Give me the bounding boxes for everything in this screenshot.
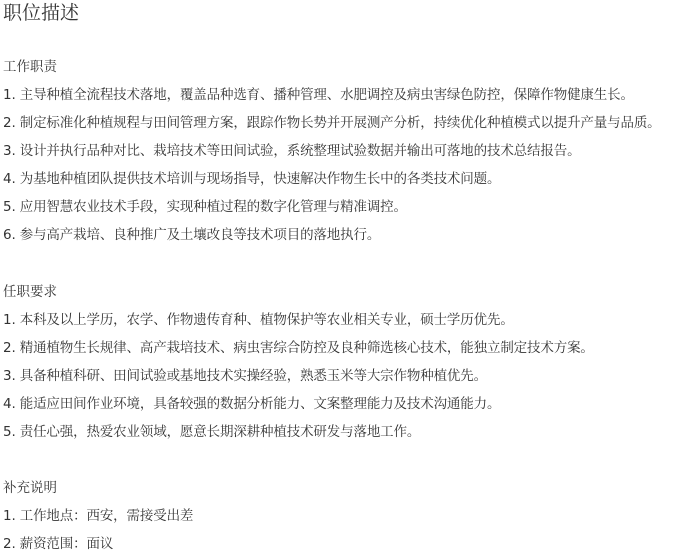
list-item: 3. 设计并执行品种对比、栽培技术等田间试验，系统整理试验数据并输出可落地的技术总结报告。: [3, 143, 581, 159]
section-requirements: [3, 278, 687, 446]
section-heading: 工作职责: [3, 59, 57, 75]
section-heading: 补充说明: [3, 480, 57, 496]
list-item: 6. 参与高产栽培、良种推广及土壤改良等技术项目的落地执行。: [3, 227, 381, 243]
list-item: 4. 为基地种植团队提供技术培训与现场指导，快速解决作物生长中的各类技术问题。: [3, 171, 501, 187]
list-item: 4. 能适应田间作业环境，具备较强的数据分析能力、文案整理能力及技术沟通能力。: [3, 396, 501, 412]
list-item: 2. 制定标准化种植规程与田间管理方案，跟踪作物长势并开展测产分析，持续优化种植模式以提升产量与品质。: [3, 115, 661, 131]
page-title: 职位描述: [3, 2, 80, 24]
list-item: 1. 工作地点：西安，需接受出差: [3, 508, 194, 524]
list-item: 1. 本科及以上学历，农学、作物遗传育种、植物保护等农业相关专业，硕士学历优先。: [3, 312, 514, 328]
list-item: 3. 具备种植科研、田间试验或基地技术实操经验，熟悉玉米等大宗作物种植优先。: [3, 368, 487, 384]
section-heading: 任职要求: [3, 284, 57, 300]
section-additional-info: [3, 474, 687, 558]
list-item: 5. 责任心强，热爱农业领域，愿意长期深耕种植技术研发与落地工作。: [3, 424, 421, 440]
list-item: 2. 精通植物生长规律、高产栽培技术、病虫害综合防控及良种筛选核心技术，能独立制定技术方案。: [3, 340, 594, 356]
list-item: 2. 薪资范围：面议: [3, 536, 114, 552]
list-item: 5. 应用智慧农业技术手段，实现种植过程的数字化管理与精准调控。: [3, 199, 407, 215]
list-item: 1. 主导种植全流程技术落地，覆盖品种选育、播种管理、水肥调控及病虫害绿色防控，保障作物健康生长。: [3, 87, 634, 103]
section-responsibilities: [3, 53, 687, 249]
